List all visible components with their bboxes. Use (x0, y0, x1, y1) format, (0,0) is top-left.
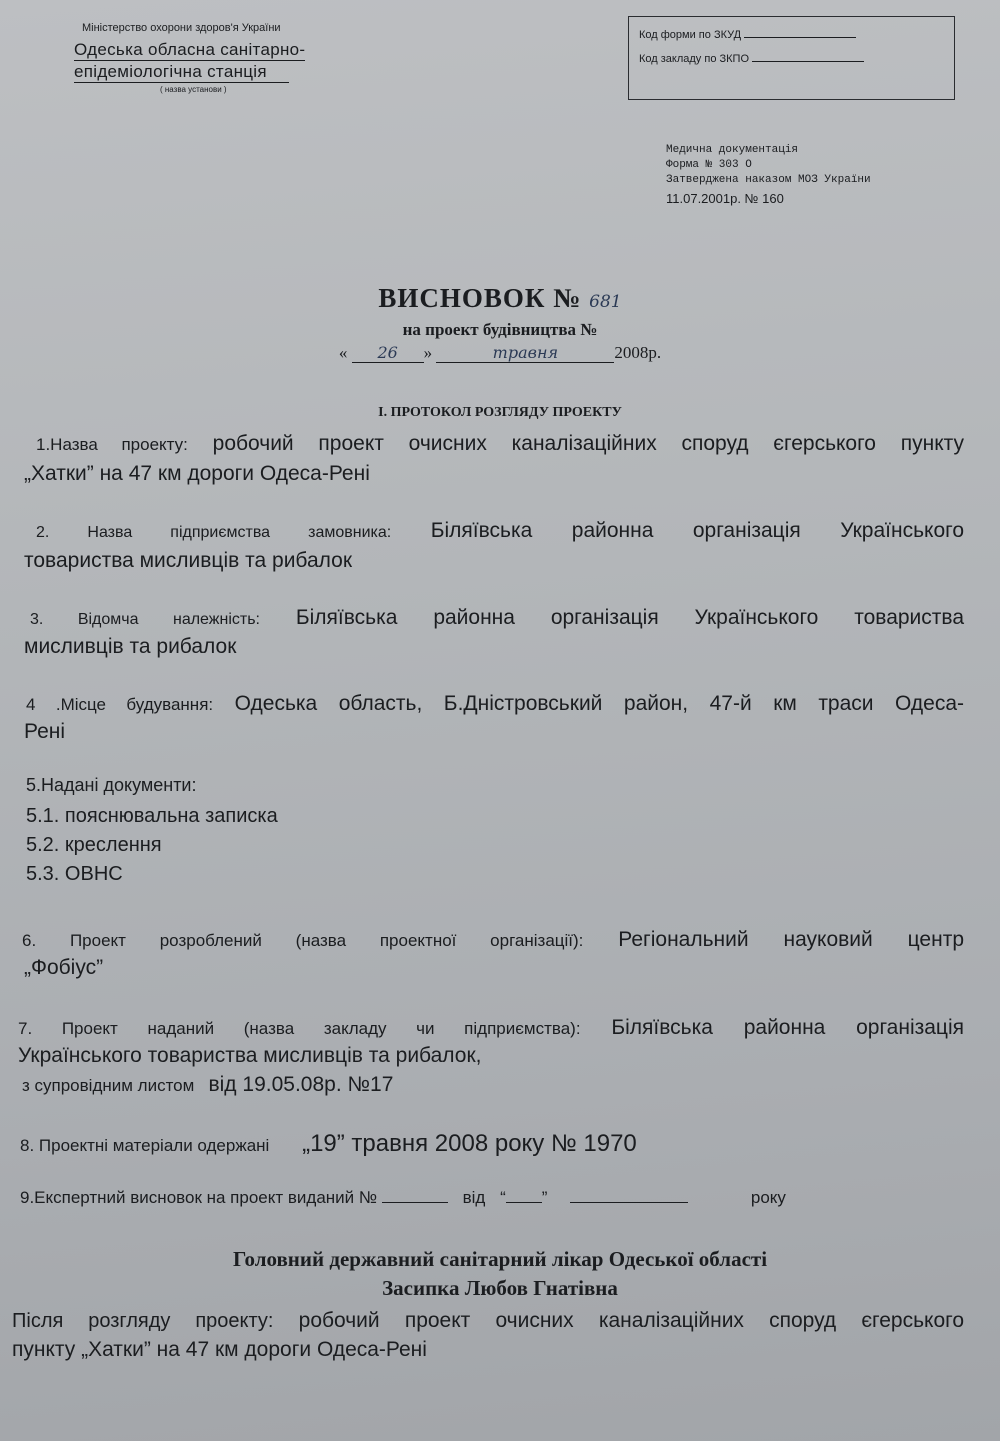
item-6 (22, 928, 964, 952)
date-month: травня (436, 343, 614, 363)
section-heading: І. ПРОТОКОЛ РОЗГЛЯДУ ПРОЕКТУ (378, 405, 622, 420)
after-review-label: Після розгляду проекту: (12, 1310, 274, 1332)
form-code-blank (744, 37, 856, 38)
title-text: ВИСНОВОК № (378, 283, 582, 313)
item-3-value-b: мисливців та рибалок (24, 635, 237, 658)
institution-code-row (639, 53, 864, 65)
item-5-doc-1: 5.1. пояснювальна записка (26, 805, 278, 827)
med-doc-line-4: 11.07.2001р. № 160 (666, 191, 784, 206)
item-7-cover-letter (22, 1073, 393, 1097)
document-date (0, 343, 1000, 363)
chief-doctor-title: Головний державний санітарний лікар Одеської області (232, 1247, 768, 1271)
organization-line-2: епідеміологічна станція (74, 62, 289, 83)
ministry-name: Міністерство охорони здоров'я України (82, 22, 281, 34)
title-number: 681 (589, 292, 622, 312)
item-2-label: 2. Назва підприємства замовника: (36, 524, 392, 541)
institution-code-blank (752, 61, 864, 62)
item-1-value-b: „Хатки” на 47 км дороги Одеса-Рені (24, 462, 370, 485)
form-code-box (628, 16, 955, 100)
item-9-day-blank (506, 1202, 542, 1203)
item-9-from: від (462, 1188, 486, 1207)
item-5-doc-2: 5.2. креслення (26, 834, 162, 856)
date-day: 26 (352, 343, 424, 363)
med-doc-line-2: Форма № 303 О (666, 159, 752, 171)
item-4-value-a: Одеська область, Б.Дністровський район, 47-й км траси Одеса- (234, 692, 965, 715)
item-5-label: 5.Надані документи: (26, 775, 197, 795)
item-2 (36, 519, 964, 543)
date-year: 2008р. (614, 343, 662, 362)
item-9-quote-open: “ (500, 1188, 506, 1207)
item-7-cover-value: від 19.05.08р. №17 (208, 1073, 394, 1096)
document-title (0, 283, 1000, 314)
item-1-label: 1.Назва проекту: (36, 435, 188, 454)
after-review (12, 1309, 964, 1333)
item-3-value-a: Біляївська районна організація Українського товариства (295, 606, 965, 629)
item-9-year: року (750, 1188, 786, 1207)
item-1 (36, 432, 964, 456)
item-9-quote-close: ” (541, 1188, 548, 1207)
item-4 (26, 692, 964, 716)
item-4-label: 4 .Місце будування: (26, 695, 214, 714)
chief-doctor-name: Засипка Любов Гнатівна (382, 1276, 618, 1300)
institution-code-label: Код закладу по ЗКПО (639, 53, 750, 65)
item-5-doc-3: 5.3. ОВНС (26, 863, 123, 885)
item-2-value-a: Біляївська районна організація Українського (430, 519, 964, 542)
organization-note: ( назва установи ) (160, 85, 227, 94)
item-3-label: 3. Відомча належність: (30, 611, 260, 628)
item-7 (18, 1016, 964, 1040)
after-review-value-a: робочий проект очисних каналізаційних споруд єгерського (298, 1309, 965, 1332)
date-close-quote: » (423, 343, 433, 362)
after-review-value-b: пункту „Хатки” на 47 км дороги Одеса-Рені (12, 1338, 427, 1361)
item-9-number-blank (382, 1202, 448, 1203)
item-8 (20, 1130, 637, 1158)
item-3 (30, 606, 964, 630)
document-subtitle: на проект будівництва № (402, 320, 598, 339)
med-doc-line-1: Медична документація (666, 144, 799, 156)
med-doc-line-3: Затверджена наказом МОЗ України (666, 174, 871, 186)
item-6-value-a: Регіональний науковий центр (618, 928, 964, 951)
item-9 (20, 1188, 786, 1208)
item-4-value-b: Рені (24, 720, 66, 743)
form-code-row (639, 29, 856, 41)
date-open-quote: « (338, 343, 348, 362)
item-8-value: „19” травня 2008 року № 1970 (302, 1130, 637, 1157)
organization-line-1: Одеська обласна санітарно- (74, 40, 306, 59)
item-6-value-b: „Фобіус” (24, 956, 104, 979)
item-1-value-a: робочий проект очисних каналізаційних споруд єгерського пункту (212, 432, 964, 455)
item-2-value-b: товариства мисливців та рибалок (24, 549, 353, 572)
item-7-label: 7. Проект наданий (назва закладу чи підприємства): (18, 1019, 581, 1038)
form-code-label: Код форми по ЗКУД (639, 29, 742, 41)
item-7-value-a: Біляївська районна організація (611, 1016, 964, 1039)
item-6-label: 6. Проект розроблений (назва проектної організації): (22, 931, 584, 950)
item-9-label: 9.Експертний висновок на проект виданий № (20, 1188, 378, 1207)
item-9-month-blank (570, 1202, 688, 1203)
item-8-label: 8. Проектні матеріали одержані (20, 1136, 270, 1155)
item-7-cover-label: з супровідним листом (22, 1076, 195, 1095)
item-7-value-b: Українського товариства мисливців та рибалок, (18, 1044, 482, 1067)
